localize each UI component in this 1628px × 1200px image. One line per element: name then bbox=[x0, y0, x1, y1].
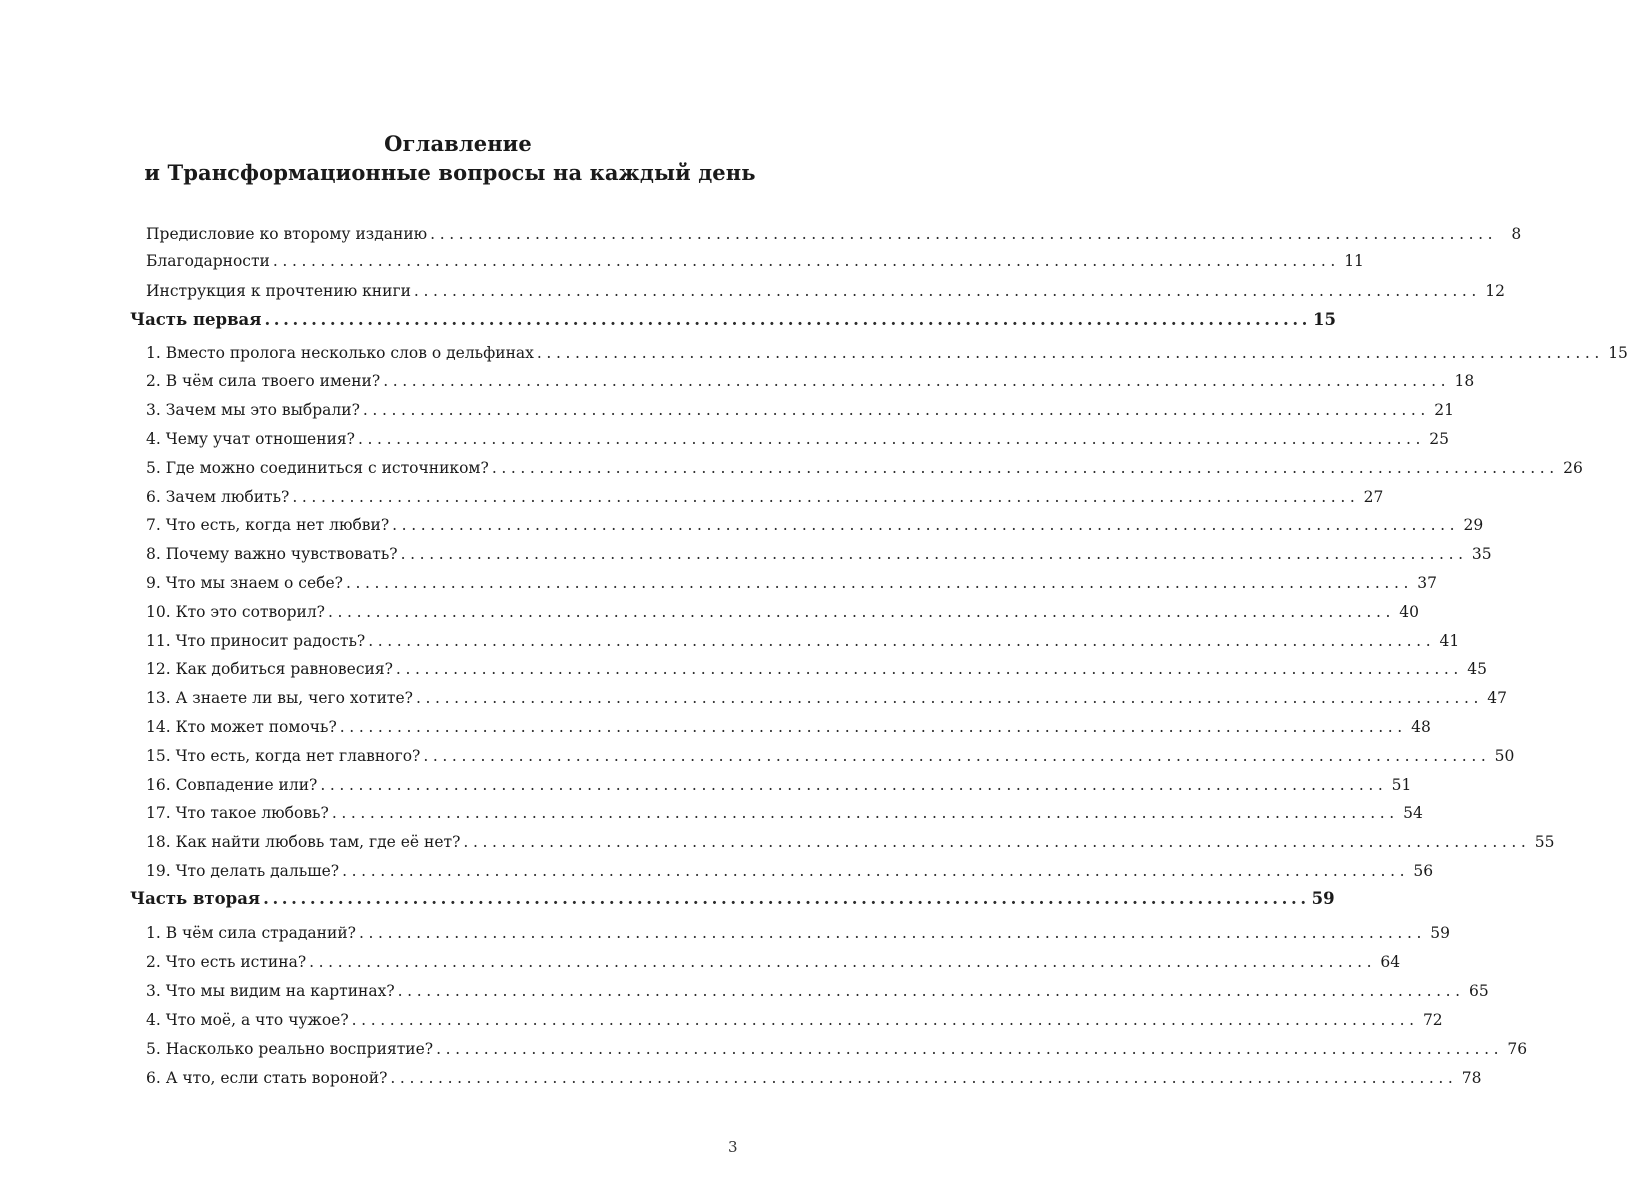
dot-leader: ................................................................................................................ bbox=[423, 747, 1491, 765]
toc-entry-title: Инструкция к прочтению книги bbox=[146, 282, 411, 300]
dot-leader: ................................................................................................................ bbox=[392, 516, 1460, 534]
toc-entry bbox=[146, 1038, 1528, 1060]
toc-entry bbox=[146, 428, 1450, 450]
toc-entry-page: 48 bbox=[1411, 718, 1431, 736]
dot-leader: ................................................................................................................ bbox=[400, 545, 1468, 563]
toc-entry-page: 35 bbox=[1471, 545, 1492, 563]
toc-entry-page: 37 bbox=[1417, 574, 1437, 592]
page-number: 3 bbox=[728, 1138, 738, 1156]
toc-entry-title: 11. Что приносит радость? bbox=[146, 632, 366, 650]
toc-entry bbox=[146, 572, 1437, 594]
dot-leader: ................................................................................................................ bbox=[491, 459, 1559, 477]
dot-leader: ................................................................................................................ bbox=[263, 889, 1310, 908]
toc-entry bbox=[146, 716, 1431, 738]
toc-entry-page: 55 bbox=[1534, 833, 1555, 851]
dot-leader: ................................................................................................................ bbox=[463, 833, 1531, 851]
toc-entry-title: 14. Кто может помочь? bbox=[146, 718, 337, 736]
toc-entry-title: 5. Где можно соединиться с источником? bbox=[146, 459, 489, 477]
toc-entry bbox=[146, 223, 1522, 245]
dot-leader: ................................................................................................................ bbox=[351, 1011, 1419, 1029]
toc-entry bbox=[146, 370, 1475, 392]
toc-entry bbox=[146, 951, 1401, 973]
toc-entry-page: 40 bbox=[1399, 603, 1420, 621]
toc-entry bbox=[146, 250, 1364, 272]
toc-entry-page: 29 bbox=[1463, 516, 1484, 534]
toc-entry-page: 59 bbox=[1430, 924, 1451, 942]
dot-leader: ................................................................................................................ bbox=[264, 310, 1312, 329]
toc-entry-title: Благодарности bbox=[146, 252, 270, 270]
toc-entry-page: 56 bbox=[1413, 862, 1434, 880]
toc-entry-title: 3. Зачем мы это выбрали? bbox=[146, 401, 360, 419]
toc-entry-page: 15 bbox=[1313, 310, 1336, 329]
toc-entry-title: 10. Кто это сотворил? bbox=[146, 603, 325, 621]
toc-entry bbox=[146, 543, 1492, 565]
toc-entry-title: 2. В чём сила твоего имени? bbox=[146, 372, 381, 390]
dot-leader: ................................................................................................................ bbox=[383, 372, 1451, 390]
toc-entry-title: 3. Что мы видим на картинах? bbox=[146, 982, 395, 1000]
dot-leader: ................................................................................................................ bbox=[395, 660, 1463, 678]
dot-leader: ................................................................................................................ bbox=[362, 401, 1430, 419]
toc-subtitle: и Трансформационные вопросы на каждый день bbox=[144, 160, 756, 185]
dot-leader: ................................................................................................................ bbox=[390, 1069, 1458, 1087]
toc-entry-page: 8 bbox=[1511, 225, 1522, 243]
dot-leader: ................................................................................................................ bbox=[397, 982, 1465, 1000]
toc-entry-page: 50 bbox=[1494, 747, 1515, 765]
toc-entry bbox=[146, 601, 1420, 623]
dot-leader: ................................................................................................................ bbox=[331, 804, 1399, 822]
dot-leader: ................................................................................................................ bbox=[345, 574, 1413, 592]
toc-entry-page: 51 bbox=[1391, 776, 1412, 794]
toc-entry-page: 21 bbox=[1434, 401, 1454, 419]
dot-leader: ................................................................................................................ bbox=[430, 225, 1498, 243]
toc-entry bbox=[146, 630, 1460, 652]
toc-entry bbox=[146, 486, 1384, 508]
toc-entry-title: Часть вторая bbox=[130, 889, 261, 908]
toc-entry-page: 78 bbox=[1461, 1069, 1482, 1087]
dot-leader: ................................................................................................................ bbox=[339, 718, 1407, 736]
toc-entry-page: 47 bbox=[1487, 689, 1508, 707]
toc-entry-page: 65 bbox=[1468, 982, 1489, 1000]
dot-leader: ................................................................................................................ bbox=[272, 252, 1340, 270]
toc-entry bbox=[146, 802, 1423, 824]
toc-entry bbox=[146, 280, 1505, 302]
dot-leader: ................................................................................................................ bbox=[358, 430, 1426, 448]
toc-entry-title: 2. Что есть истина? bbox=[146, 953, 307, 971]
toc-entry-title: 15. Что есть, когда нет главного? bbox=[146, 747, 421, 765]
toc-entry-page: 12 bbox=[1485, 282, 1505, 300]
toc-entry-title: 6. Зачем любить? bbox=[146, 488, 290, 506]
dot-leader: ................................................................................................................ bbox=[292, 488, 1360, 506]
toc-entry-title: 19. Что делать дальше? bbox=[146, 862, 340, 880]
toc-entry-title: 4. Чему учат отношения? bbox=[146, 430, 355, 448]
toc-entry-page: 72 bbox=[1422, 1011, 1443, 1029]
toc-entry-page: 54 bbox=[1403, 804, 1423, 822]
toc-entry-title: 7. Что есть, когда нет любви? bbox=[146, 516, 390, 534]
dot-leader: ................................................................................................................ bbox=[358, 924, 1427, 942]
toc-entry bbox=[146, 457, 1583, 479]
dot-leader: ................................................................................................................ bbox=[368, 632, 1436, 650]
dot-leader: ................................................................................................................ bbox=[415, 689, 1484, 707]
dot-leader: ................................................................................................................ bbox=[342, 862, 1410, 880]
toc-entry-page: 76 bbox=[1507, 1040, 1528, 1058]
toc-entry bbox=[146, 774, 1412, 796]
toc-title: Оглавление bbox=[384, 131, 532, 156]
toc-entry-page: 27 bbox=[1363, 488, 1384, 506]
toc-entry bbox=[146, 399, 1454, 421]
toc-entry-page: 41 bbox=[1439, 632, 1460, 650]
toc-entry-title: 8. Почему важно чувствовать? bbox=[146, 545, 398, 563]
toc-entry bbox=[146, 514, 1484, 536]
toc-entry-page: 59 bbox=[1311, 889, 1335, 908]
toc-entry bbox=[146, 342, 1628, 364]
dot-leader: ................................................................................................................ bbox=[536, 344, 1604, 362]
toc-entry bbox=[146, 745, 1515, 767]
dot-leader: ................................................................................................................ bbox=[436, 1040, 1504, 1058]
toc-entry-page: 11 bbox=[1344, 252, 1364, 270]
toc-entry bbox=[146, 980, 1489, 1002]
toc-entry-page: 64 bbox=[1380, 953, 1401, 971]
toc-entry-title: 5. Насколько реально восприятие? bbox=[146, 1040, 434, 1058]
dot-leader: ................................................................................................................ bbox=[413, 282, 1481, 300]
toc-entry-title: Предисловие ко второму изданию bbox=[146, 225, 428, 243]
toc-entry bbox=[146, 658, 1487, 680]
toc-entry-title: Часть первая bbox=[130, 310, 262, 329]
toc-entry-title: 4. Что моё, а что чужое? bbox=[146, 1011, 349, 1029]
toc-part-heading bbox=[130, 888, 1335, 910]
dot-leader: ................................................................................................................ bbox=[327, 603, 1396, 621]
toc-entry-page: 15 bbox=[1608, 344, 1628, 362]
toc-entry bbox=[146, 922, 1451, 944]
toc-entry-title: 16. Совпадение или? bbox=[146, 776, 318, 794]
dot-leader: ................................................................................................................ bbox=[320, 776, 1388, 794]
toc-entry-page: 18 bbox=[1454, 372, 1475, 390]
toc-entry-title: 17. Что такое любовь? bbox=[146, 804, 329, 822]
dot-leader: ................................................................................................................ bbox=[309, 953, 1377, 971]
toc-entry-title: 13. А знаете ли вы, чего хотите? bbox=[146, 689, 413, 707]
toc-entry bbox=[146, 860, 1434, 882]
toc-entry bbox=[146, 1009, 1443, 1031]
toc-entry bbox=[146, 831, 1555, 853]
toc-entry-title: 1. В чём сила страданий? bbox=[146, 924, 356, 942]
toc-entry-page: 26 bbox=[1563, 459, 1583, 477]
toc-part-heading bbox=[130, 309, 1336, 331]
toc-entry-title: 18. Как найти любовь там, где её нет? bbox=[146, 833, 461, 851]
toc-entry-title: 12. Как добиться равновесия? bbox=[146, 660, 393, 678]
toc-entry-page: 45 bbox=[1467, 660, 1487, 678]
toc-entry-title: 9. Что мы знаем о себе? bbox=[146, 574, 343, 592]
toc-entry-title: 1. Вместо пролога несколько слов о дельфинах bbox=[146, 344, 534, 362]
toc-entry-title: 6. А что, если стать вороной? bbox=[146, 1069, 388, 1087]
toc-entry bbox=[146, 687, 1508, 709]
toc-entry bbox=[146, 1067, 1482, 1089]
toc-entry-page: 25 bbox=[1429, 430, 1450, 448]
